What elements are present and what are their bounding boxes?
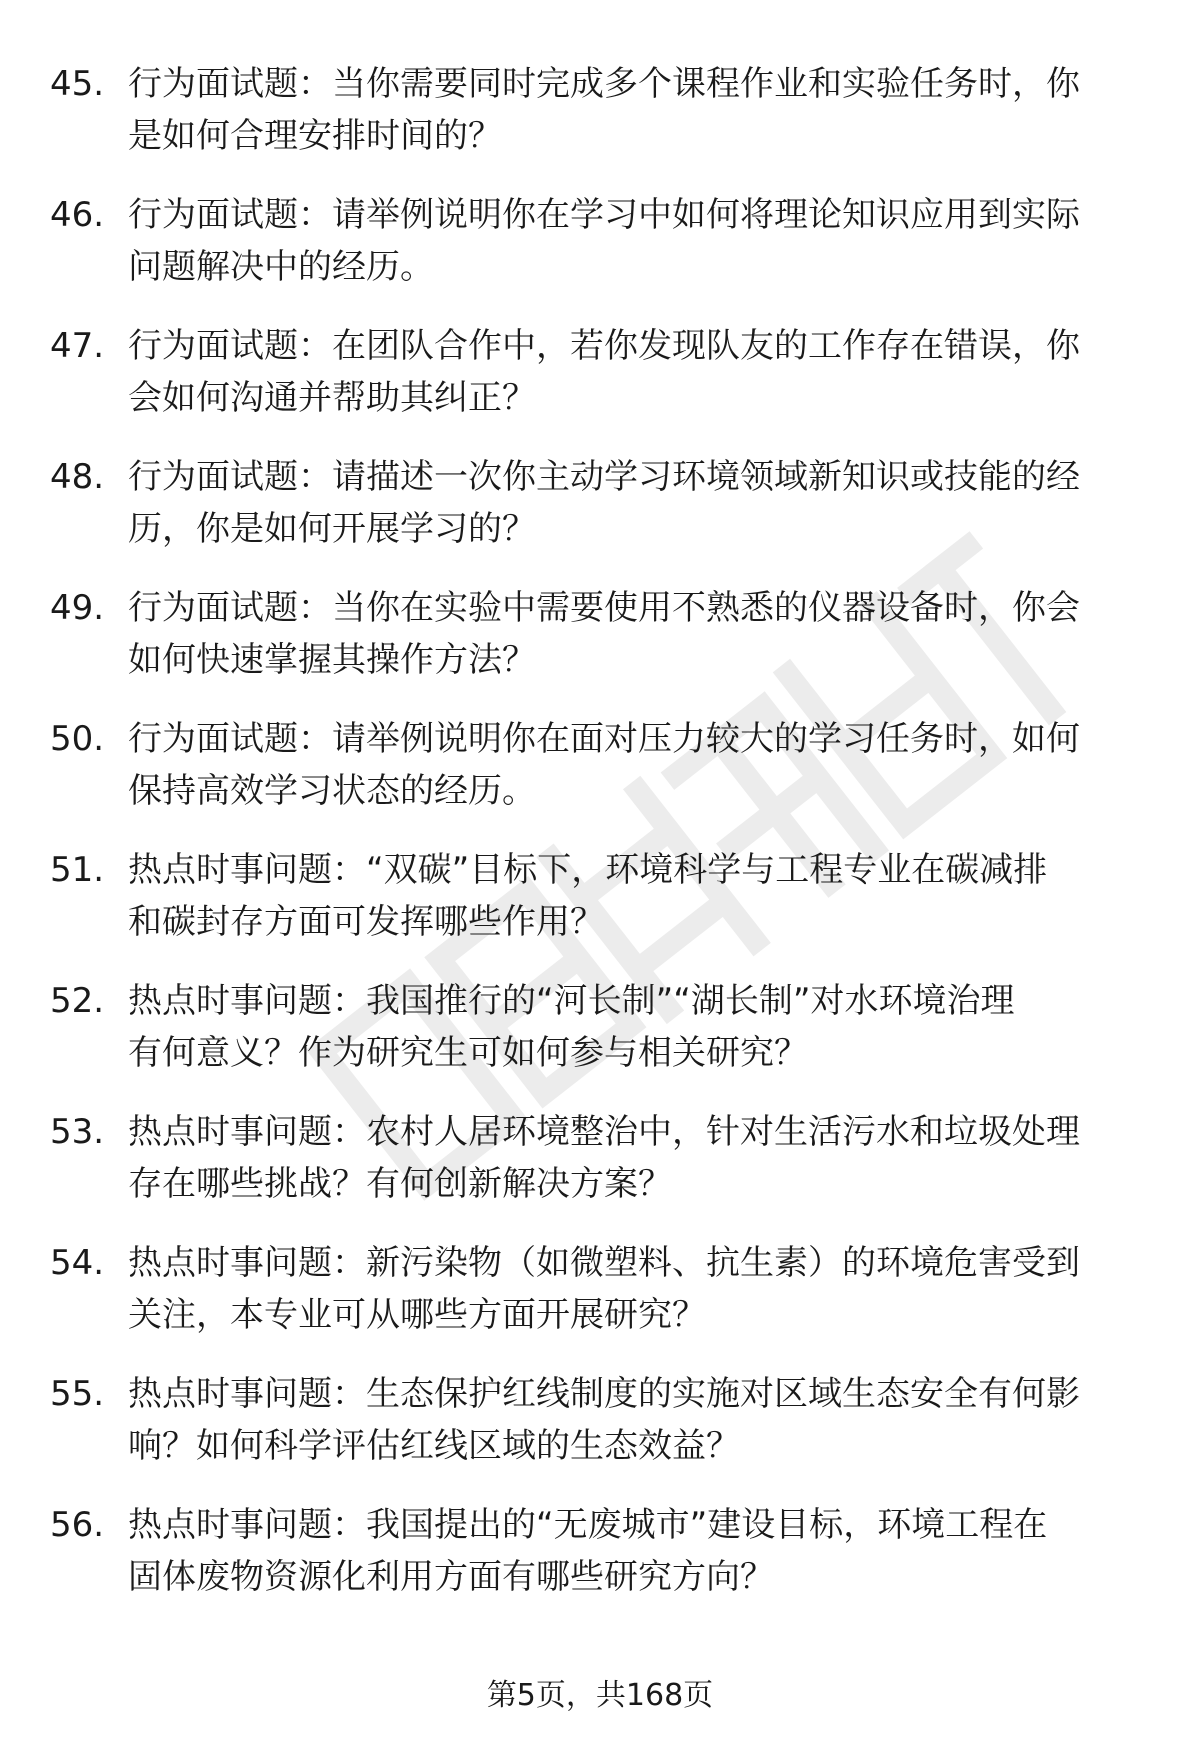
question-number: 46. (50, 195, 105, 235)
question-item-56 (50, 1499, 1150, 1630)
question-item-52 (50, 975, 1150, 1106)
question-text-line: 是如何合理安排时间的？ (128, 116, 502, 156)
question-text-line: 热点时事问题：我国推行的“河长制”“湖长制”对水环境治理 (128, 981, 1015, 1021)
question-text-line: 行为面试题：请描述一次你主动学习环境领域新知识或技能的经 (128, 457, 1080, 497)
question-item-50 (50, 713, 1150, 844)
question-text-line: 响？如何科学评估红线区域的生态效益？ (128, 1426, 740, 1466)
question-number: 55. (50, 1374, 105, 1414)
question-number: 53. (50, 1112, 105, 1152)
question-text (128, 1237, 1138, 1341)
question-item-55 (50, 1368, 1150, 1499)
question-item-46 (50, 189, 1150, 320)
question-text-line: 热点时事问题：农村人居环境整治中，针对生活污水和垃圾处理 (128, 1112, 1080, 1152)
question-text-line: 热点时事问题：生态保护红线制度的实施对区域生态安全有何影 (128, 1374, 1080, 1414)
question-text-line: 行为面试题：当你在实验中需要使用不熟悉的仪器设备时，你会 (128, 588, 1080, 628)
question-number: 50. (50, 719, 105, 759)
question-text-line: 和碳封存方面可发挥哪些作用？ (128, 902, 604, 942)
question-number: 48. (50, 457, 105, 497)
question-text-line: 行为面试题：请举例说明你在学习中如何将理论知识应用到实际 (128, 195, 1080, 235)
question-text-line: 有何意义？作为研究生可如何参与相关研究？ (128, 1033, 808, 1073)
question-text-line: 热点时事问题：我国提出的“无废城市”建设目标，环境工程在 (128, 1505, 1048, 1545)
question-text-line: 存在哪些挑战？有何创新解决方案？ (128, 1164, 672, 1204)
question-text-line: 固体废物资源化利用方面有哪些研究方向？ (128, 1557, 774, 1597)
question-number: 45. (50, 64, 105, 104)
question-text (128, 189, 1138, 293)
question-text-line: 行为面试题：在团队合作中，若你发现队友的工作存在错误，你 (128, 326, 1080, 366)
question-text (128, 58, 1138, 162)
question-number: 52. (50, 981, 105, 1021)
question-text-line: 如何快速掌握其操作方法？ (128, 640, 536, 680)
question-item-49 (50, 582, 1150, 713)
question-text (128, 975, 1138, 1079)
question-item-53 (50, 1106, 1150, 1237)
question-text-line: 问题解决中的经历。 (128, 247, 434, 287)
question-text-line: 热点时事问题：“双碳”目标下，环境科学与工程专业在碳减排 (128, 850, 1048, 890)
question-text (128, 1499, 1138, 1603)
question-number: 56. (50, 1505, 105, 1545)
question-item-47 (50, 320, 1150, 451)
question-text-line: 保持高效学习状态的经历。 (128, 771, 536, 811)
question-number: 47. (50, 326, 105, 366)
question-text (128, 1368, 1138, 1472)
question-text-line: 行为面试题：当你需要同时完成多个课程作业和实验任务时，你 (128, 64, 1080, 104)
question-text (128, 320, 1138, 424)
question-number: 54. (50, 1243, 105, 1283)
question-text-line: 热点时事问题：新污染物（如微塑料、抗生素）的环境危害受到 (128, 1243, 1080, 1283)
question-text (128, 844, 1138, 948)
question-item-54 (50, 1237, 1150, 1368)
question-text (128, 1106, 1138, 1210)
question-text-line: 会如何沟通并帮助其纠正？ (128, 378, 536, 418)
question-text (128, 451, 1138, 555)
page-footer: 第5页，共168页 (486, 1678, 714, 1713)
question-text-line: 历，你是如何开展学习的？ (128, 509, 536, 549)
question-number: 51. (50, 850, 105, 890)
question-text (128, 713, 1138, 817)
question-text-line: 关注，本专业可从哪些方面开展研究？ (128, 1295, 706, 1335)
question-item-48 (50, 451, 1150, 582)
question-text-line: 行为面试题：请举例说明你在面对压力较大的学习任务时，如何 (128, 719, 1080, 759)
question-number: 49. (50, 588, 105, 628)
question-item-45 (50, 58, 1150, 189)
question-list (50, 58, 1150, 1630)
question-text (128, 582, 1138, 686)
question-item-51 (50, 844, 1150, 975)
